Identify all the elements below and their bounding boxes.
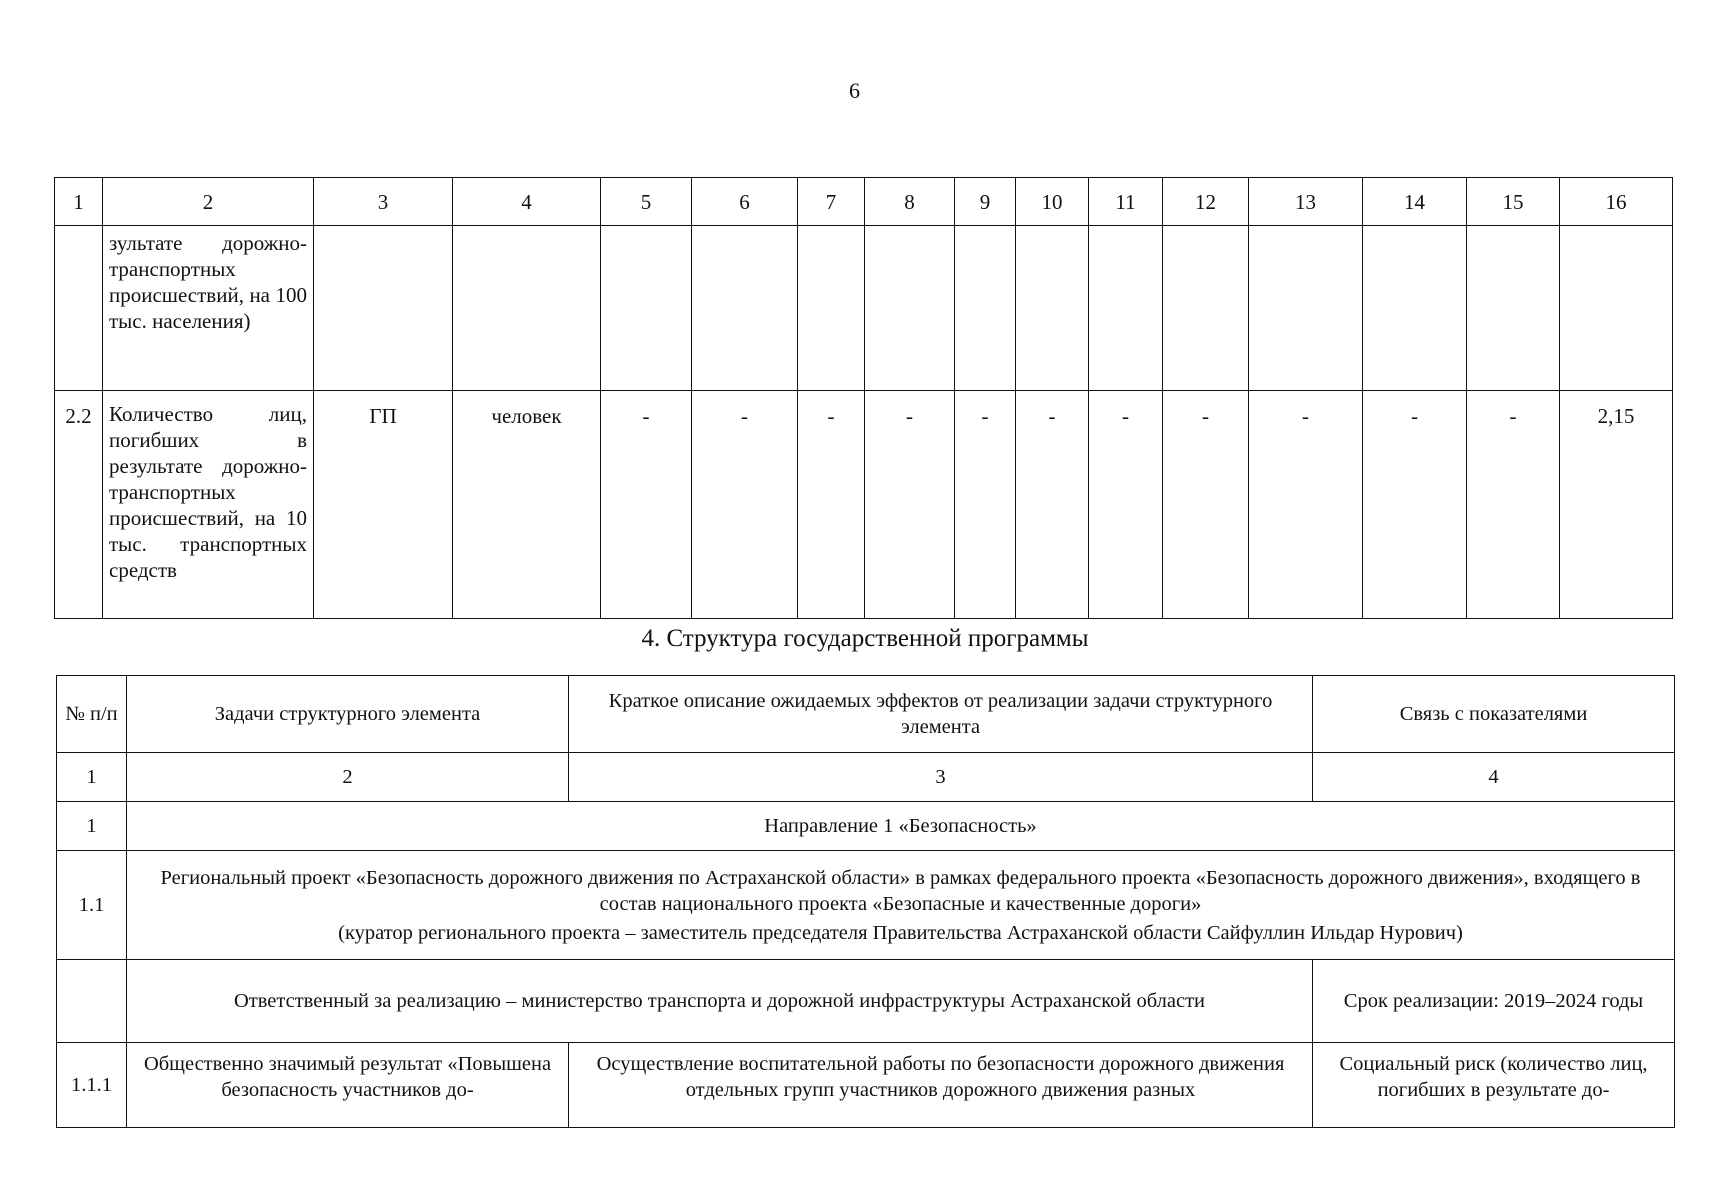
row-number: 2.2 <box>55 391 103 619</box>
indicator-name: Количество лиц, погибших в результате дорожно-транспортных происшествий, на 10 тыс. транспортных средств <box>103 391 314 619</box>
empty-cell <box>57 960 127 1043</box>
project-curator: (куратор регионального проекта – заместитель председателя Правительства Астраханской области Сайфуллин Ильдар Нурович) <box>338 921 1463 944</box>
indicator-name: зультате дорожно-транспортных происшествий, на 100 тыс. населения) <box>103 226 314 391</box>
direction-row <box>57 802 1675 851</box>
value-cell: - <box>1467 391 1560 619</box>
value-cell: - <box>865 391 955 619</box>
row-number: 1.1 <box>57 851 127 960</box>
indicators-table <box>54 177 1673 619</box>
value-cell: - <box>1016 391 1089 619</box>
link-header: Связь с показателями <box>1313 676 1675 753</box>
subheader-cell: 1 <box>57 753 127 802</box>
direction-title: Направление 1 «Безопасность» <box>127 802 1675 851</box>
header-cell: 14 <box>1363 178 1467 226</box>
empty-cell <box>1163 226 1249 391</box>
row-number: 1.1.1 <box>57 1043 127 1128</box>
header-cell: 3 <box>314 178 453 226</box>
description-header: Краткое описание ожидаемых эффектов от реализации задачи структурного элемента <box>569 676 1313 753</box>
empty-cell <box>1016 226 1089 391</box>
header-cell: 1 <box>55 178 103 226</box>
header-cell: 8 <box>865 178 955 226</box>
subheader-cell: 2 <box>127 753 569 802</box>
value-cell: - <box>601 391 692 619</box>
value-cell: - <box>798 391 865 619</box>
result-description: Осуществление воспитательной работы по безопасности дорожного движения отдельных групп участников дорожного движения разных <box>569 1043 1313 1128</box>
header-cell: 5 <box>601 178 692 226</box>
header-cell: 15 <box>1467 178 1560 226</box>
header-cell: 4 <box>453 178 601 226</box>
responsible-text: Ответственный за реализацию – министерство транспорта и дорожной инфраструктуры Астраханской области <box>127 960 1313 1043</box>
result-link: Социальный риск (количество лиц, погибших в результате до- <box>1313 1043 1675 1128</box>
empty-cell <box>55 226 103 391</box>
empty-cell <box>798 226 865 391</box>
structure-subheader-row <box>57 753 1675 802</box>
header-cell: 10 <box>1016 178 1089 226</box>
term-text: Срок реализации: 2019–2024 годы <box>1313 960 1675 1043</box>
empty-cell <box>314 226 453 391</box>
empty-cell <box>1089 226 1163 391</box>
page-number: 6 <box>849 78 860 103</box>
indicator-unit: человек <box>453 391 601 619</box>
empty-cell <box>1560 226 1673 391</box>
project-description <box>127 851 1675 960</box>
header-cell: 9 <box>955 178 1016 226</box>
tasks-header: Задачи структурного элемента <box>127 676 569 753</box>
value-cell: 2,15 <box>1560 391 1673 619</box>
header-cell: 2 <box>103 178 314 226</box>
value-cell: - <box>692 391 798 619</box>
header-cell: 11 <box>1089 178 1163 226</box>
result-task: Общественно значимый результат «Повышена безопасность участников до- <box>127 1043 569 1128</box>
indicators-header-row <box>55 178 1673 226</box>
project-title: Региональный проект «Безопасность дорожного движения по Астраханской области» в рамках федерального проекта «Безопасность дорожного движения», входящего в состав национального проекта «Безопасные и качественные дороги» <box>160 866 1641 915</box>
structure-header-row <box>57 676 1675 753</box>
header-cell: 12 <box>1163 178 1249 226</box>
header-cell: 7 <box>798 178 865 226</box>
empty-cell <box>865 226 955 391</box>
table-row <box>55 391 1673 619</box>
empty-cell <box>1363 226 1467 391</box>
structure-table <box>56 675 1675 1128</box>
header-cell: 16 <box>1560 178 1673 226</box>
value-cell: - <box>1363 391 1467 619</box>
empty-cell <box>453 226 601 391</box>
empty-cell <box>692 226 798 391</box>
header-cell: 13 <box>1249 178 1363 226</box>
empty-cell <box>1249 226 1363 391</box>
result-row <box>57 1043 1675 1128</box>
empty-cell <box>1467 226 1560 391</box>
header-cell: 6 <box>692 178 798 226</box>
value-cell: - <box>1163 391 1249 619</box>
project-row <box>57 851 1675 960</box>
indicator-level: ГП <box>314 391 453 619</box>
empty-cell <box>601 226 692 391</box>
num-header: № п/п <box>57 676 127 753</box>
value-cell: - <box>1089 391 1163 619</box>
row-number: 1 <box>57 802 127 851</box>
responsible-row <box>57 960 1675 1043</box>
subheader-cell: 4 <box>1313 753 1675 802</box>
value-cell: - <box>1249 391 1363 619</box>
subheader-cell: 3 <box>569 753 1313 802</box>
section-title: 4. Структура государственной программы <box>641 625 1089 652</box>
empty-cell <box>955 226 1016 391</box>
table-row <box>55 226 1673 391</box>
value-cell: - <box>955 391 1016 619</box>
